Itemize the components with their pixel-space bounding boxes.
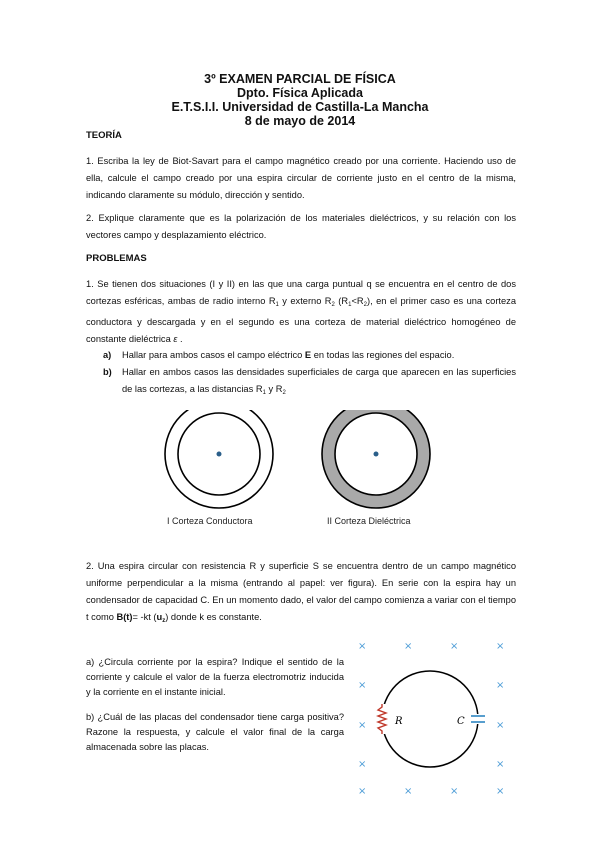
university: E.T.S.I.I. Universidad de Castilla-La Mancha bbox=[171, 100, 429, 114]
section-teoria-title: TEORÍA bbox=[86, 130, 122, 141]
problem-2-item-b: b) ¿Cuál de las placas del condensador tiene carga positiva? Razone la respuesta, y calcule el valor final de la carga almacenada sobre las placas. bbox=[86, 712, 344, 752]
field-cross-icon: × bbox=[358, 641, 367, 652]
label-R: R bbox=[395, 716, 403, 727]
problem-1-statement: 1. Se tienen dos situaciones (I y II) en las que una carga puntual q se encuentra en el centro de dos cortezas esféricas, ambas de radio interno $R_1$ y externo $R_2$ $(R_1<R_2)$, en el primer caso es una corteza conductora y descargada y en el segundo es una corteza de material dieléctrico homogéneo de constante dieléctrica ε . bbox=[86, 279, 516, 344]
dielectric-shell bbox=[322, 410, 430, 508]
point-charge-1 bbox=[217, 452, 222, 457]
problem-1-item-b: b) Hallar en ambos casos las densidades superficiales de carga que aparecen en las superficies de las cortezas, a las distancias $R_1$ y $R_2$ bbox=[103, 367, 516, 396]
field-cross-icon: × bbox=[404, 786, 413, 797]
problem-2-item-a: a) ¿Circula corriente por la espira? Indique el sentido de la corriente y calcule el valor de la fuerza electromotriz inducida y la corriente en el instante inicial. bbox=[86, 657, 344, 697]
field-cross-icon: × bbox=[496, 786, 505, 797]
field-cross-icon: × bbox=[450, 786, 459, 797]
label-C: C bbox=[457, 716, 465, 727]
field-cross-icon: × bbox=[404, 641, 413, 652]
epsilon-symbol: ε bbox=[173, 334, 178, 344]
problem-1-item-a: a) Hallar para ambos casos el campo eléctrico E en todas las regiones del espacio. bbox=[103, 350, 455, 360]
field-cross-icon: × bbox=[358, 786, 367, 797]
conductor-shell bbox=[165, 410, 273, 508]
caption-dielectric: II Corteza Dieléctrica bbox=[327, 516, 411, 526]
teoria-question-2: 2. Explique claramente que es la polarización de los materiales dieléctricos, y su relación con los vectores campo y desplazamiento eléctrico. bbox=[86, 213, 516, 240]
field-cross-icon: × bbox=[496, 680, 505, 691]
circuit-figure bbox=[345, 636, 545, 816]
field-cross-icon: × bbox=[358, 720, 367, 731]
field-cross-icon: × bbox=[358, 759, 367, 770]
field-cross-icon: × bbox=[358, 680, 367, 691]
department: Dpto. Física Aplicada bbox=[237, 86, 363, 100]
exam-header bbox=[0, 72, 600, 128]
caption-conductor: I Corteza Conductora bbox=[167, 516, 253, 526]
point-charge-2 bbox=[374, 452, 379, 457]
field-cross-icon: × bbox=[496, 720, 505, 731]
field-cross-icon: × bbox=[450, 641, 459, 652]
section-problemas-title: PROBLEMAS bbox=[86, 253, 147, 264]
exam-title: 3º EXAMEN PARCIAL DE FÍSICA bbox=[204, 72, 396, 86]
problem-2-statement: 2. Una espira circular con resistencia R y superficie S se encuentra dentro de un campo magnético uniforme perpendicular a la misma (entrando al papel: ver figura). En serie con la espira hay un condensador de capacidad C. En un momento dado, el valor del campo comienza a variar con el tiempo t como B(t)= -kt $(u_z)$ donde k es constante. bbox=[86, 561, 516, 624]
field-cross-icon: × bbox=[496, 759, 505, 770]
shells-figure bbox=[0, 410, 600, 530]
teoria-question-1: 1. Escriba la ley de Biot-Savart para el campo magnético creado por una corriente. Haciendo uso de ella, calcule el campo creado por una espira circular de corriente justo en el centro de la misma, indicando claramente su módulo, dirección y sentido. bbox=[86, 156, 516, 200]
exam-date: 8 de mayo de 2014 bbox=[244, 114, 356, 128]
field-cross-icon: × bbox=[496, 641, 505, 652]
